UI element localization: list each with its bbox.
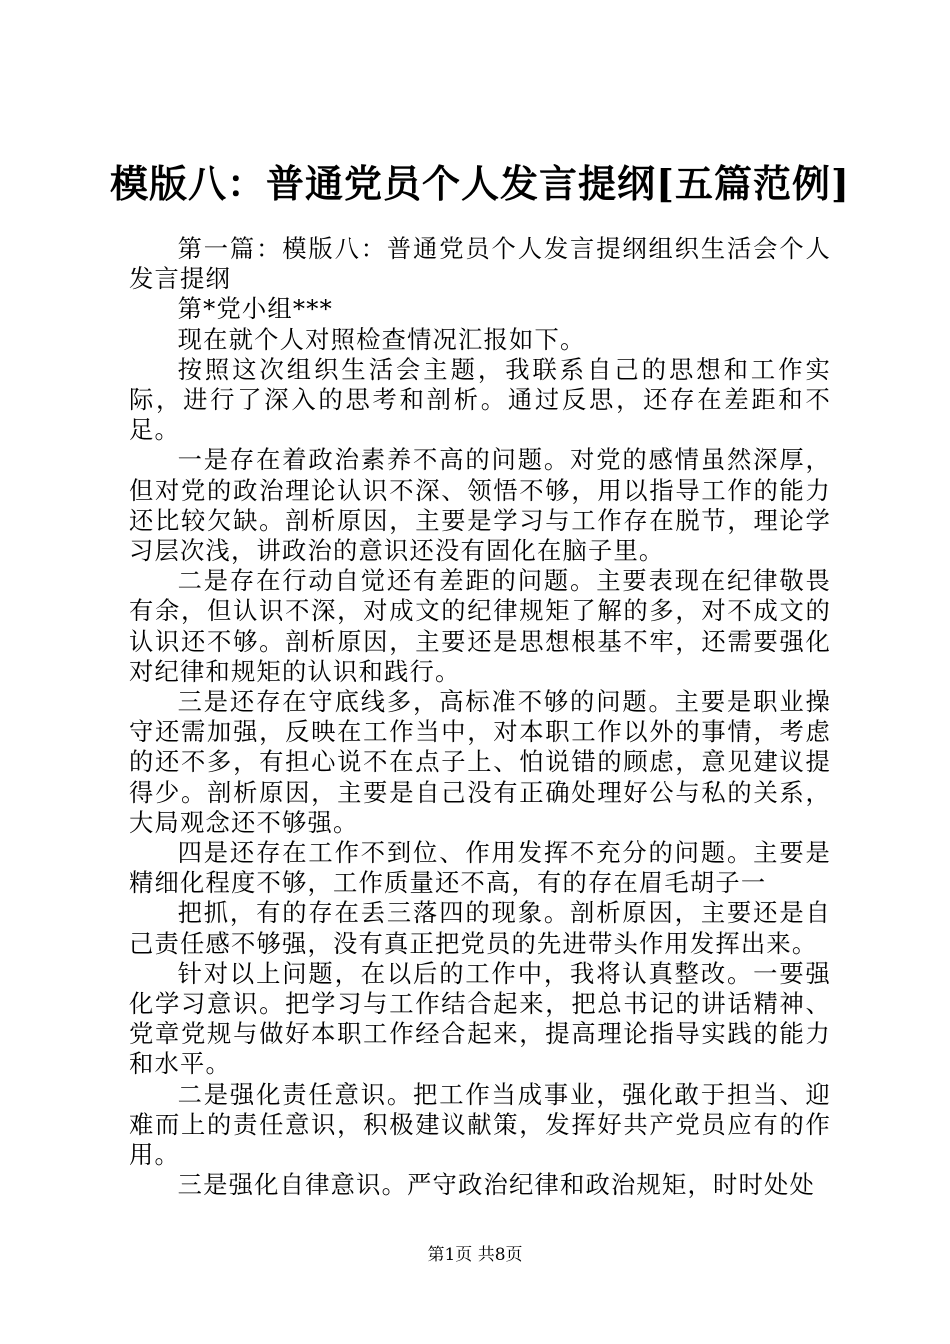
paragraph: 第一篇：模版八：普通党员个人发言提纲组织生活会个人发言提纲 bbox=[129, 234, 831, 294]
paragraph: 按照这次组织生活会主题，我联系自己的思想和工作实际，进行了深入的思考和剖析。通过反思，还存在差距和不足。 bbox=[129, 354, 831, 445]
page-number-footer: 第1页 共8页 bbox=[427, 1245, 523, 1265]
document-title: 模版八：普通党员个人发言提纲[五篇范例] bbox=[110, 161, 850, 206]
paragraph: 把抓，有的存在丢三落四的现象。剖析原因，主要还是自己责任感不够强，没有真正把党员的先进带头作用发挥出来。 bbox=[129, 898, 831, 958]
paragraph: 现在就个人对照检查情况汇报如下。 bbox=[177, 324, 586, 354]
paragraph: 二是存在行动自觉还有差距的问题。主要表现在纪律敬畏有余，但认识不深，对成文的纪律规矩了解的多，对不成文的认识还不够。剖析原因，主要还是思想根基不牢，还需要强化对纪律和规矩的认识和践行。 bbox=[129, 566, 831, 686]
paragraph: 二是强化责任意识。把工作当成事业，强化敢于担当、迎难而上的责任意识，积极建议献策，发挥好共产党员应有的作用。 bbox=[129, 1079, 831, 1170]
paragraph: 第*党小组*** bbox=[177, 294, 333, 324]
document-body bbox=[129, 234, 831, 1201]
paragraph: 三是还存在守底线多，高标准不够的问题。主要是职业操守还需加强，反映在工作当中，对本职工作以外的事情，考虑的还不多，有担心说不在点子上、怕说错的顾虑，意见建议提得少。剖析原因，主要是自己没有正确处理好公与私的关系，大局观念还不够强。 bbox=[129, 687, 831, 837]
paragraph: 四是还存在工作不到位、作用发挥不充分的问题。主要是精细化程度不够，工作质量还不高，有的存在眉毛胡子一 bbox=[129, 838, 831, 898]
paragraph: 一是存在着政治素养不高的问题。对党的感情虽然深厚，但对党的政治理论认识不深、领悟不够，用以指导工作的能力还比较欠缺。剖析原因，主要是学习与工作存在脱节，理论学习层次浅，讲政治的意识还没有固化在脑子里。 bbox=[129, 445, 831, 566]
paragraph: 三是强化自律意识。严守政治纪律和政治规矩，时时处处 bbox=[177, 1170, 816, 1200]
paragraph: 针对以上问题，在以后的工作中，我将认真整改。一要强化学习意识。把学习与工作结合起来，把总书记的讲话精神、党章党规与做好本职工作经合起来，提高理论指导实践的能力和水平。 bbox=[129, 958, 831, 1079]
